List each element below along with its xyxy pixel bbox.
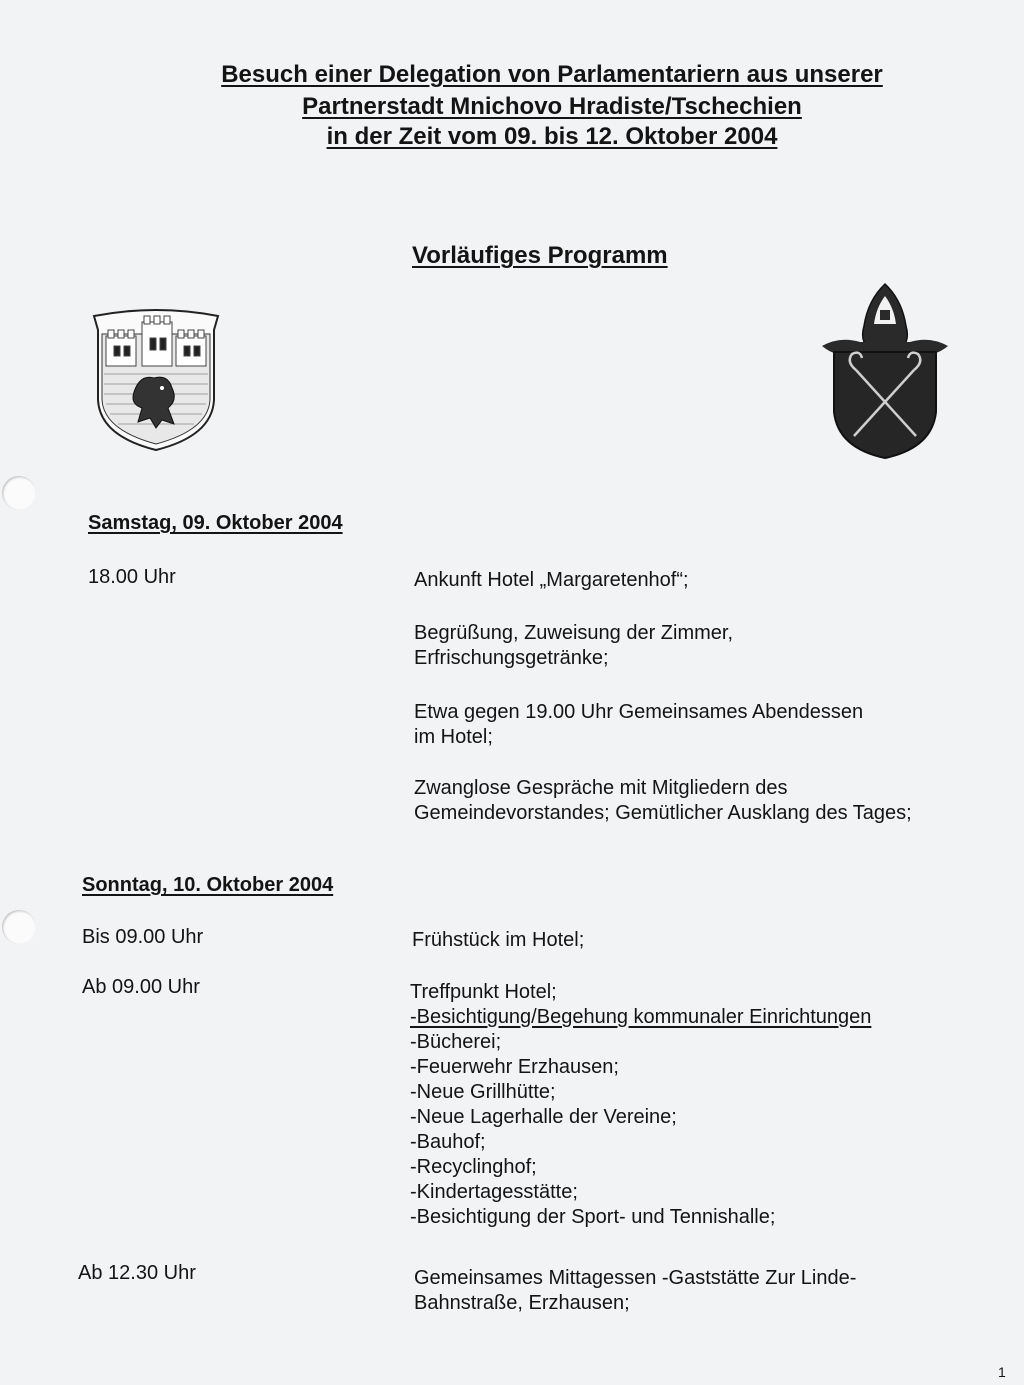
schedule-entry xyxy=(414,621,733,671)
schedule-entry xyxy=(414,700,863,750)
punch-hole xyxy=(2,910,36,944)
time-saturday-1800: 18.00 Uhr xyxy=(88,566,176,588)
time-sunday-0900-until: Bis 09.00 Uhr xyxy=(82,926,204,948)
day-heading-sunday: Sonntag, 10. Oktober 2004 xyxy=(82,874,334,896)
entry-line: -Neue Lagerhalle der Vereine; xyxy=(410,1106,677,1128)
title-line-1: Besuch einer Delegation von Parlamentariern aus unserer xyxy=(221,61,883,88)
entry-line: -Neue Grillhütte; xyxy=(410,1081,556,1103)
schedule-entry-tour xyxy=(410,980,871,1230)
title-line-2: Partnerstadt Mnichovo Hradiste/Tschechien xyxy=(302,93,802,120)
entry-line: Ankunft Hotel „Margaretenhof“; xyxy=(414,569,689,591)
entry-line: -Feuerwehr Erzhausen; xyxy=(410,1056,619,1078)
day-heading-saturday: Samstag, 09. Oktober 2004 xyxy=(88,512,343,534)
castle-lion-coat-of-arms-icon xyxy=(88,308,224,454)
entry-line: -Recyclinghof; xyxy=(410,1156,537,1178)
mitre-crossed-croziers-coat-of-arms-icon xyxy=(820,282,950,460)
schedule-entry xyxy=(414,776,912,826)
program-subtitle: Vorläufiges Programm xyxy=(412,242,668,269)
schedule-entry xyxy=(412,928,584,953)
entry-line: im Hotel; xyxy=(414,726,493,748)
entry-line: -Bücherei; xyxy=(410,1031,502,1053)
entry-line: Etwa gegen 19.00 Uhr Gemeinsames Abendessen xyxy=(414,701,864,723)
entry-line: Bahnstraße, Erzhausen; xyxy=(414,1292,630,1314)
punch-hole xyxy=(2,476,36,510)
entry-line: -Besichtigung der Sport- und Tennishalle; xyxy=(410,1206,776,1228)
entry-line-underlined: -Besichtigung/Begehung kommunaler Einrichtungen xyxy=(410,1006,872,1028)
entry-line: -Kindertagesstätte; xyxy=(410,1181,578,1203)
time-sunday-0900-from: Ab 09.00 Uhr xyxy=(82,976,200,998)
entry-line: Gemeinsames Mittagessen -Gaststätte Zur Linde- xyxy=(414,1267,857,1289)
time-sunday-1230: Ab 12.30 Uhr xyxy=(78,1262,196,1284)
page-number: 1 xyxy=(998,1364,1006,1380)
entry-line: Gemeindevorstandes; Gemütlicher Ausklang des Tages; xyxy=(414,802,912,824)
entry-line: Frühstück im Hotel; xyxy=(412,929,585,951)
entry-line: -Bauhof; xyxy=(410,1131,486,1153)
entry-line: Erfrischungsgetränke; xyxy=(414,647,609,669)
entry-line: Zwanglose Gespräche mit Mitgliedern des xyxy=(414,777,788,799)
title-line-3: in der Zeit vom 09. bis 12. Oktober 2004 xyxy=(326,123,778,150)
entry-line: Treffpunkt Hotel; xyxy=(410,981,557,1003)
schedule-entry xyxy=(414,568,689,593)
entry-line: Begrüßung, Zuweisung der Zimmer, xyxy=(414,622,734,644)
schedule-entry xyxy=(414,1266,856,1316)
